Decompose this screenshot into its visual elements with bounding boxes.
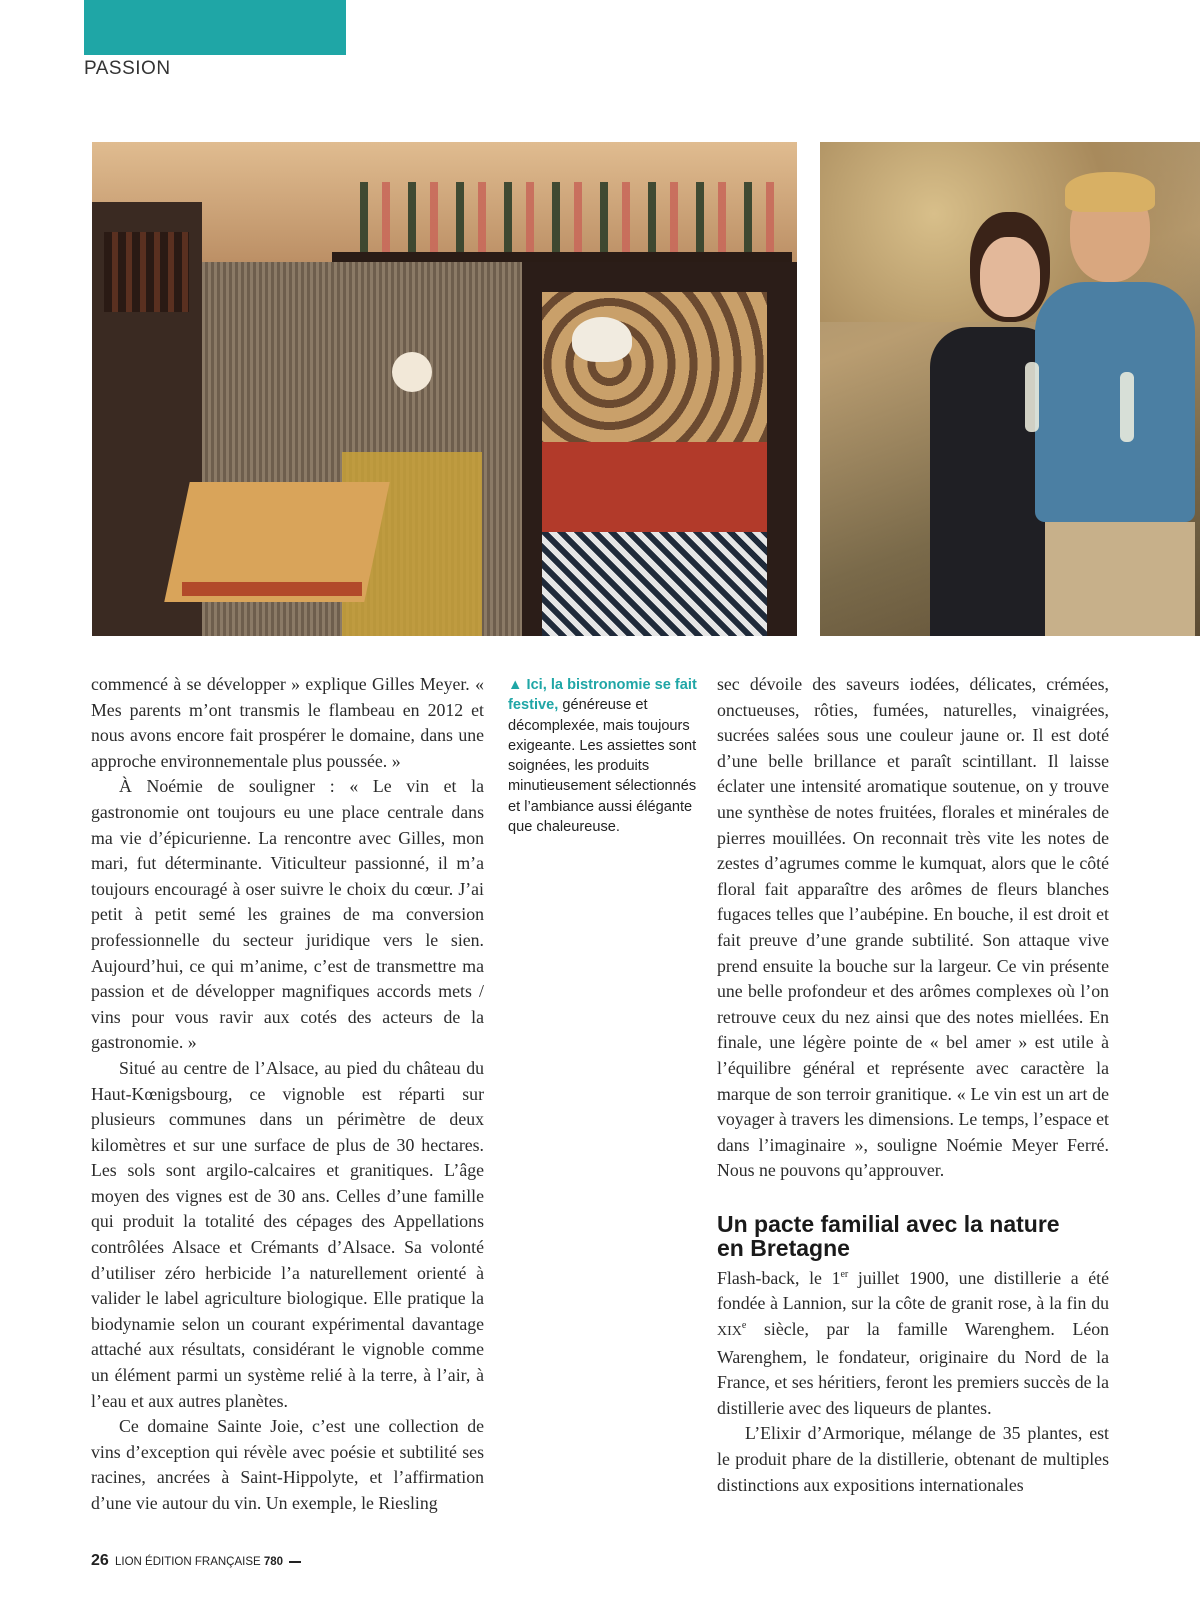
paragraph-quote-noemie: À Noémie de souligner : « Le vin et la gastronomie ont toujours eu une place centrale dans ma vie d’épicurienne. La rencontre avec Gilles, mon mari, fut déterminante. Viticulteur passionné, il m’a toujours encouragé à oser suivre le choix du cœur. J’ai petit à petit semé les graines de ma conversion professionnelle du secteur juridique vers le sien. Aujourd’hui, ce qui m’anime, c’est de transmettre ma passion et de développer magnifiques accords mets / vins pour vous ravir aux cotés des acteurs de la gastronomie. » (91, 776, 484, 1053)
footer-rule (289, 1561, 301, 1563)
article-right-column (717, 672, 1109, 1498)
section-label: PASSION (84, 58, 171, 79)
section-subheading: Un pacte familial avec la nature en Bretagne (717, 1210, 1060, 1261)
paragraph-continuation: commencé à se développer » explique Gilles Meyer. « Mes parents m’ont transmis le flambeau en 2012 et nous avons encore fait prospérer le domaine, dans une approche environnementale plus poussée. » (91, 674, 484, 771)
page-footer (91, 1552, 301, 1570)
photo-caption (508, 675, 700, 837)
section-color-bar (84, 0, 346, 55)
paragraph-elixir: L’Elixir d’Armorique, mélange de 35 plantes, est le produit phare de la distillerie, obtenant de multiples distinctions aux expositions internationales (717, 1423, 1109, 1495)
paragraph-distillery: Flash-back, le 1er juillet 1900, une distillerie a été fondée à Lannion, sur la côte de granit rose, à la fin du XIXe siècle, par la famille Warenghem. Léon Warenghem, le fondateur, originaire du Nord de la France, et ses héritiers, feront les premiers succès de la distillerie avec des liqueurs de plantes. (717, 1267, 1109, 1418)
couple-photo (820, 142, 1200, 636)
caption-text: généreuse et décomplexée, mais toujours exigeante. Les assiettes sont soignées, les produits minutieusement sélectionnés et l’ambiance aussi élégante que chaleureuse. (508, 697, 697, 836)
paragraph-domaine: Ce domaine Sainte Joie, c’est une collection de vins d’exception qui révèle avec poésie et subtilité ses racines, ancrées à Saint-Hippolyte, et l’affirmation d’une vie autour du vin. Un exemple, le Riesling (91, 1416, 484, 1513)
caption-lead: Ici, la bistronomie se fait festive, (508, 677, 697, 714)
page-number: 26 (91, 1552, 109, 1569)
publication-name: LION ÉDITION FRANÇAISE (115, 1556, 261, 1568)
article-left-column (91, 672, 484, 1517)
paragraph-vineyard: Situé au centre de l’Alsace, au pied du château du Haut-Kœnigsbourg, ce vignoble est réparti sur plusieurs communes dans un périmètre de deux kilomètres et sur une surface de plus de 30 hectares. Les sols sont argilo-calcaires et granitiques. L’âge moyen des vignes est de 30 ans. Celles d’une famille qui produit la totalité des cépages des Appellations contrôlées Alsace et Crémants d’Alsace. Sa volonté d’utiliser zéro herbicide l’a naturellement orienté à valider le label agriculture biologique. Elle pratique la biodynamie selon un courant expérimental davantage attaché aux résultats, considérant le vignoble comme un élément parmi un système relié à la terre, à l’air, à l’eau et aux autres planètes. (91, 1057, 484, 1411)
paragraph-riesling: sec dévoile des saveurs iodées, délicates, crémées, onctueuses, rôties, fumées, naturelles, vinaigrées, sucrées salées sous une couleur jaune or. Il est doté d’une belle brillance et paraît scintillant. Il laisse éclater une intensité aromatique soutenue, on y trouve une synthèse de notes fruitées, florales et minérales de pierres mouillées. On reconnait très vite les notes de zestes d’agrumes comme le kumquat, alors que le côté floral fait apparaître des arômes de fleurs blanches fugaces telles que l’aubépine. En bouche, il est droit et fait preuve d’une grande subtilité. Son attaque vive prend ensuite la bouche sur la largeur. Ce vin présente une belle profondeur et des arômes complexes où l’on retrouve ceux du nez ainsi que des notes miellées. En finale, une légère pointe de « bel amer » est utile à l’équilibre général et représente avec caractère la marque de son terroir granitique. « Le vin est un art de voyager à travers les dimensions. Le temps, l’espace et dans l’imaginaire », souligne Noémie Meyer Ferré. Nous ne pouvons qu’approuver. (717, 674, 1109, 1181)
issue-number: 780 (263, 1556, 284, 1568)
caption-arrow-icon: ▲ (508, 677, 523, 693)
restaurant-photo (92, 142, 797, 636)
